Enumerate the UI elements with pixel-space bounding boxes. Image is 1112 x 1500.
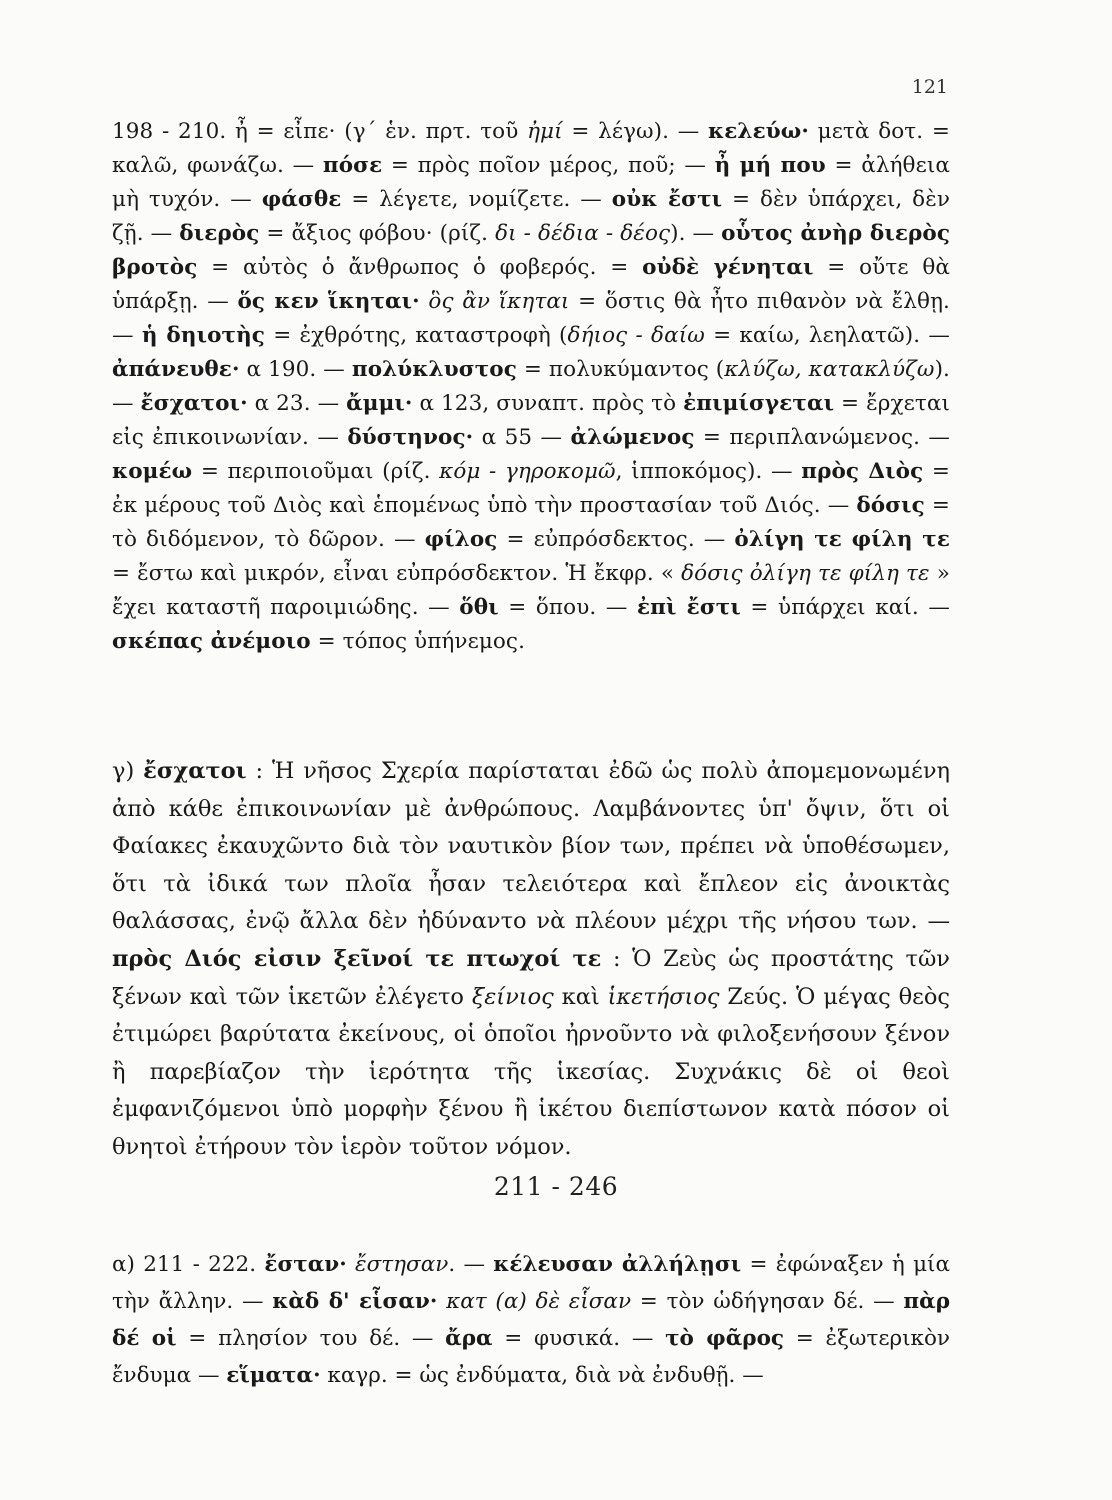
gloss-text: = περιποιοῦμαι (ρίζ. xyxy=(192,459,440,484)
gloss-text: 198 - 210. ἦ = εἶπε· (γ΄ ἑν. πρτ. τοῦ xyxy=(112,119,528,144)
italic-term: ἠμί xyxy=(527,119,563,144)
lemma-term: φάσθε xyxy=(261,187,342,212)
gloss-text: = ἐκ μέρους τοῦ Διὸς καὶ ἑπομένως ὑπὸ τὴν προστασίαν τοῦ Διός. — xyxy=(112,459,950,518)
lemma-term: ἦ μή που xyxy=(714,153,826,178)
gloss-text: α 123, συναπτ. πρὸς τὸ xyxy=(412,391,684,416)
lemma-term: πρὸς Διὸς xyxy=(801,459,924,484)
lemma-term: πὰρ δέ οἱ xyxy=(112,1289,951,1351)
lemma-term: κὰδ δ' εἷσαν· xyxy=(272,1289,438,1314)
lemma-term: δύστηνος· xyxy=(347,425,474,450)
gloss-text: = ἔστω καὶ μικρόν, εἶναι εὐπρόσδεκτον. Ἡ ἔκφρ. « xyxy=(112,561,682,586)
lemma-term: οὐκ ἔστι xyxy=(611,187,723,212)
gloss-text: = λέγετε, νομίζετε. — xyxy=(341,187,612,212)
lemma-term: ἔσχατοι xyxy=(143,758,247,784)
italic-term: κλύζω, κατακλύζω xyxy=(724,357,935,382)
gloss-text: = πολυκύμαντος ( xyxy=(516,357,725,382)
gloss-text: = ἐφώναξεν ἡ μία τὴν ἄλλην. — xyxy=(112,1252,950,1314)
lemma-term: τὸ φᾶρος xyxy=(665,1326,785,1351)
commentary-text xyxy=(112,753,950,1167)
lemma-term: ἄρα xyxy=(445,1326,493,1351)
italic-term: ὃς ἂν ἵκηται xyxy=(428,289,570,314)
lemma-term: ἔσταν· xyxy=(264,1252,347,1277)
gloss-text: α 190. — xyxy=(239,357,352,382)
gloss-text: = ὑπάρχει καί. — xyxy=(740,595,950,620)
gloss-text: . — xyxy=(448,1252,494,1277)
section-heading: 211 - 246 xyxy=(493,1172,619,1201)
italic-term: κατ (α) δὲ εἷσαν xyxy=(446,1289,632,1314)
gloss-text: καὶ xyxy=(553,983,608,1010)
lemma-term: πόσε xyxy=(322,153,383,178)
lemma-term: ὅθι xyxy=(459,595,499,620)
lemma-term: ἡ δηιοτὴς xyxy=(141,323,266,348)
gloss-text: = ἄξιος φόβου· (ρίζ. xyxy=(259,221,496,246)
commentary-paragraph xyxy=(112,753,950,1167)
lexical-notes-211-222 xyxy=(112,1246,950,1394)
gloss-text: = τὸ διδόμενον, τὸ δῶρον. — xyxy=(112,493,950,552)
lemma-term: κελεύω· xyxy=(708,119,809,144)
lemma-term: πολύκλυστος xyxy=(351,357,517,382)
gloss-text: = πλησίον του δέ. — xyxy=(176,1326,446,1351)
gloss-text: = ἐξωτερικὸν ἔνδυμα — xyxy=(112,1326,950,1388)
lemma-term: οὐδὲ γένηται xyxy=(642,255,814,280)
gloss-text: » ἔχει καταστῆ παροιμιώδης. — xyxy=(112,561,950,620)
gloss-text: α 55 — xyxy=(473,425,571,450)
gloss-text xyxy=(437,1289,446,1314)
gloss-text: α) 211 - 222. xyxy=(112,1252,265,1277)
gloss-text: = λέγω). — xyxy=(562,119,709,144)
lemma-term: σκέπας ἀνέμοιο xyxy=(112,629,311,654)
lemma-term: εἵματα· xyxy=(226,1363,321,1388)
lemma-term: ἄμμι· xyxy=(346,391,413,416)
lemma-term: πρὸς Διός εἰσιν ξεῖνοί τε πτωχοί τε xyxy=(112,945,602,972)
lemma-term: δόσις xyxy=(856,493,925,518)
lemma-term: ἐπιμίσγεται xyxy=(683,391,835,416)
gloss-text: = ἐχθρότης, καταστροφὴ ( xyxy=(265,323,568,348)
italic-term: δήιος - δαίω xyxy=(567,323,705,348)
gloss-text: = φυσικά. — xyxy=(492,1326,666,1351)
lemma-term: διερὸς xyxy=(179,221,260,246)
gloss-text: : Ἡ νῆσος Σχερία παρίσταται ἐδῶ ὡς πολὺ ἀπομεμονωμένη ἀπὸ κάθε ἐπικοινωνίαν μὲ ἀνθρώπους. Λαμβάνοντες ὑπ' ὄψιν, ὅτι οἱ Φαίακες ἐκαυχῶντο διὰ τὸν ναυτικὸν βίον των, πρέπει νὰ ὑποθέσωμεν, ὅτι τὰ ἰδικά των πλοῖα ἦσαν τελειότερα καὶ ἔπλεον εἰς ἀνοικτὰς θαλάσσας, ἐνῷ ἄλλα δὲν ἠδύναντο νὰ πλέουν μέχρι τῆς νήσου των. — xyxy=(112,758,950,935)
italic-term: ἱκετήσιος xyxy=(607,983,720,1010)
gloss-text: : Ὁ Ζεὺς ὡς προστάτης τῶν ξένων καὶ τῶν ἱκετῶν ἐλέγετο xyxy=(112,945,950,1010)
lemma-term: ὅς κεν ἵκηται· xyxy=(237,289,420,314)
gloss-text: = ἀλήθεια μὴ τυχόν. — xyxy=(112,153,950,212)
gloss-text: = εὐπρόσδεκτος. — xyxy=(497,527,735,552)
gloss-text: = οὔτε θὰ ὑπάρξῃ. — xyxy=(112,255,950,314)
italic-term: ἔστησαν xyxy=(355,1252,449,1277)
gloss-text: , ἱπποκόμος). — xyxy=(615,459,802,484)
lemma-term: ἀλώμενος xyxy=(570,425,695,450)
lemma-term: κομέω xyxy=(112,459,193,484)
gloss-text: α 23. — xyxy=(247,391,347,416)
notes-paragraph xyxy=(112,115,950,659)
gloss-text: γ) xyxy=(112,758,144,784)
gloss-text: ). — xyxy=(112,357,950,416)
gloss-text: = τὸν ὡδήγησαν δέ. — xyxy=(631,1289,904,1314)
lemma-term: οὗτος ἀνὴρ διερὸς βροτὸς xyxy=(112,221,951,280)
notes-paragraph-2 xyxy=(112,1246,950,1394)
lemma-term: ἀπάνευθε· xyxy=(112,357,240,382)
italic-term: κόμ - γηροκομῶ xyxy=(439,459,616,484)
gloss-text: = ὅπου. — xyxy=(498,595,637,620)
gloss-text: ). — xyxy=(670,221,722,246)
italic-term: δόσις ὀλίγη τε φίλη τε xyxy=(681,561,930,586)
lemma-term: φίλος xyxy=(424,527,498,552)
lemma-term: κέλευσαν ἀλλήλῃσι xyxy=(493,1252,742,1277)
gloss-text: = τόπος ὑπήνεμος. xyxy=(310,629,526,654)
gloss-text: Ζεύς. Ὁ μέγας θεὸς ἐτιμώρει βαρύτατα ἐκείνους, οἱ ὁποῖοι ἠρνοῦντο νὰ φιλοξενήσουν ξένον ἢ παρεβίαζον τὴν ἱερότητα τῆς ἱκεσίας. Συχνάκις δὲ οἱ θεοὶ ἐμφανιζόμενοι ὑπὸ μορφὴν ξένου ἢ ἱκέτου διεπίστωνον κατὰ πόσον οἱ θνητοὶ ἐτήρουν τὸν ἱερὸν τοῦτον νόμον. xyxy=(112,983,950,1160)
lexical-notes-198-210 xyxy=(112,115,950,659)
gloss-text: = περιπλανώμενος. — xyxy=(694,425,951,450)
gloss-text: = ὅστις θὰ ἦτο πιθανὸν νὰ ἔλθῃ. — xyxy=(112,289,950,348)
italic-term: ξείνιος xyxy=(471,983,554,1010)
gloss-text: καγρ. = ὡς ἐνδύματα, διὰ νὰ ἐνδυθῇ. — xyxy=(320,1363,764,1388)
gloss-text: = ἔρχεται εἰς ἐπικοινωνίαν. — xyxy=(112,391,950,450)
gloss-text: = δὲν ὑπάρχει, δὲν ζῇ. — xyxy=(112,187,951,246)
lemma-term: ὀλίγη τε φίλη τε xyxy=(734,527,950,552)
italic-term: δι - δέδια - δέος xyxy=(495,221,671,246)
gloss-text: = πρὸς ποῖον μέρος, ποῦ; — xyxy=(382,153,715,178)
page-number: 121 xyxy=(911,76,948,98)
gloss-text: μετὰ δοτ. = καλῶ, φωνάζω. — xyxy=(112,119,951,178)
gloss-text: = αὐτὸς ὁ ἄνθρωπος ὁ φοβερός. = xyxy=(197,255,643,280)
gloss-text xyxy=(347,1252,355,1277)
lemma-term: ἔσχατοι· xyxy=(140,391,248,416)
gloss-text: = καίω, λεηλατῶ). — xyxy=(704,323,950,348)
lemma-term: ἐπὶ ἔστι xyxy=(636,595,741,620)
